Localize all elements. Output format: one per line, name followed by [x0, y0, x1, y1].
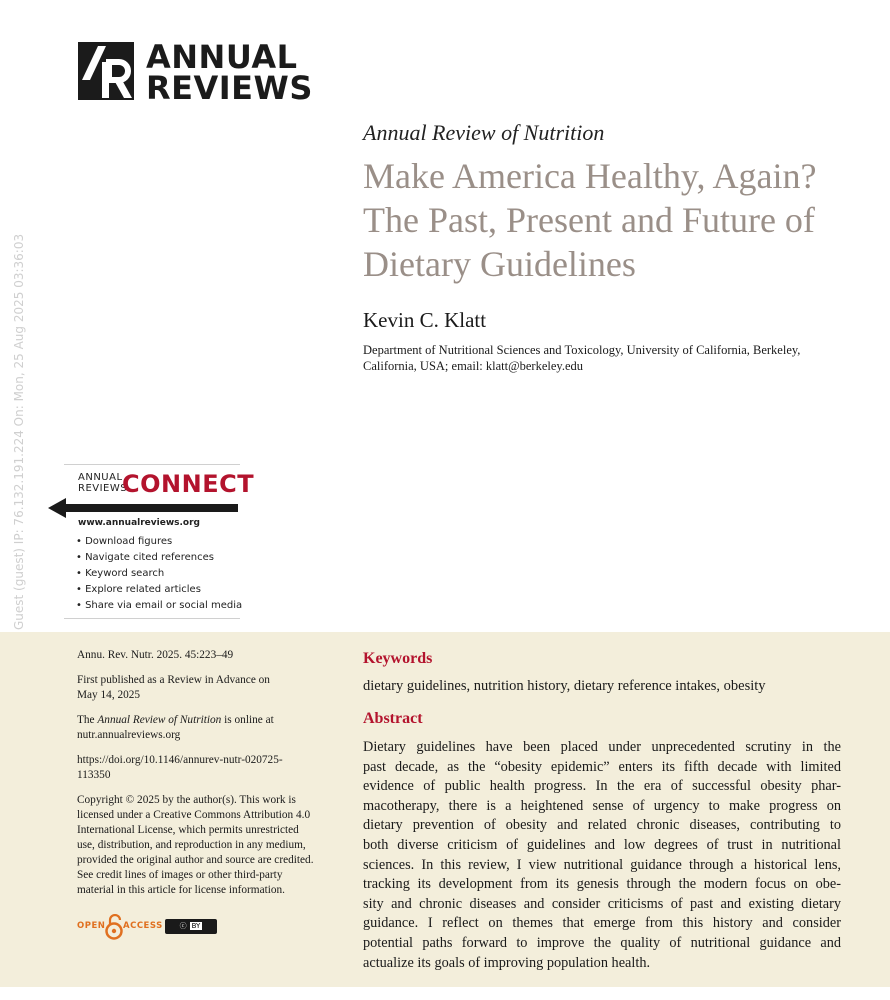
- cc-by-license-icon[interactable]: ⓒ BY: [165, 919, 217, 934]
- keywords-heading: Keywords: [363, 650, 433, 667]
- title-line: The Past, Present and Future of: [363, 200, 815, 240]
- open-label: OPEN: [77, 921, 106, 931]
- copyright-notice: [77, 793, 345, 898]
- license-label: BY: [191, 922, 201, 930]
- affiliation-line: Department of Nutritional Sciences and Toxicology, University of California, Berkeley,: [363, 343, 801, 357]
- connect-url-link[interactable]: www.annualreviews.org: [78, 518, 200, 528]
- logo-word-reviews: REVIEWS: [146, 69, 313, 107]
- abstract-line: potential paths forward to improve the quality of nutritional guidance and: [363, 934, 841, 951]
- download-watermark: Guest (guest) IP: 76.132.191.224 On: Mon, 25 Aug 2025 03:36:03: [12, 233, 26, 630]
- copyright-line: See credit lines of images or other third-party: [77, 869, 283, 881]
- ar-logo-mark-icon: [78, 42, 134, 100]
- abstract-line: past decade, as the “obesity epidemic” enters its fifth decade with limited: [363, 758, 841, 775]
- connect-divider: [64, 618, 240, 619]
- connect-feature-item[interactable]: • Explore related articles: [76, 582, 242, 598]
- copyright-line: Copyright © 2025 by the author(s). This work is: [77, 794, 296, 806]
- abstract-line: sciences. In this review, I view nutritional guidance through a historical lens,: [363, 856, 841, 873]
- online-url-link[interactable]: nutr.annualreviews.org: [77, 729, 181, 741]
- annual-reviews-connect-box[interactable]: [48, 464, 255, 620]
- published-note: [77, 673, 345, 703]
- connect-feature-item[interactable]: • Navigate cited references: [76, 550, 242, 566]
- annual-reviews-logo: [78, 38, 313, 107]
- access-label: ACCESS: [123, 921, 163, 931]
- abstract-line: tracking its development from its genesis through the modern focus on obe-: [363, 876, 841, 893]
- affiliation-line: California, USA; email: klatt@berkeley.edu: [363, 359, 584, 373]
- abstract-body: [363, 738, 841, 973]
- connect-divider: [64, 464, 240, 465]
- doi-line: 113350: [77, 769, 111, 781]
- left-arrow-icon: [48, 498, 238, 518]
- published-line: First published as a Review in Advance on: [77, 674, 270, 686]
- author-name: Kevin C. Klatt: [363, 308, 487, 332]
- abstract-line: macotherapy, there is a heightened sense of urgency to make progress on: [363, 797, 841, 814]
- abstract-line: guidance. I reflect on themes that emerge from this history and consider: [363, 915, 841, 932]
- copyright-line: material in this article for license information.: [77, 884, 285, 896]
- doi-link[interactable]: [77, 753, 345, 783]
- logo-word-annual: ANNUAL: [146, 38, 298, 76]
- article-metadata: [77, 648, 345, 908]
- online-note: [77, 713, 345, 743]
- doi-line: https://doi.org/10.1146/annurev-nutr-020725-: [77, 754, 283, 766]
- connect-feature-item[interactable]: • Download figures: [76, 534, 242, 550]
- connect-small-line: ANNUAL: [78, 472, 123, 483]
- author-affiliation: [363, 342, 833, 374]
- copyright-line: licensed under a Creative Commons Attribution 4.0: [77, 809, 311, 821]
- title-line: Dietary Guidelines: [363, 244, 636, 284]
- copyright-line: provided the original author and source are credited.: [77, 854, 314, 866]
- connect-feature-list: [76, 534, 242, 614]
- citation: Annu. Rev. Nutr. 2025. 45:223–49: [77, 649, 234, 661]
- abstract-line: dietary prevention of obesity and related chronic diseases, contributing to: [363, 817, 841, 834]
- connect-small-line: REVIEWS: [78, 483, 128, 494]
- abstract-line: both diverse criticism of guidelines and low degrees of trust in nutritional: [363, 836, 841, 853]
- online-post: is online at: [221, 714, 274, 726]
- open-access-badge[interactable]: [77, 914, 227, 940]
- abstract-heading: Abstract: [363, 710, 423, 727]
- open-lock-icon: [105, 914, 123, 940]
- title-line: Make America Healthy, Again?: [363, 156, 817, 196]
- connect-wordmark: CONNECT: [122, 470, 255, 498]
- copyright-line: use, distribution, and reproduction in any medium,: [77, 839, 306, 851]
- abstract-line: Dietary guidelines have been placed under unprecedented scrutiny in the: [363, 739, 841, 755]
- connect-feature-item[interactable]: • Keyword search: [76, 566, 242, 582]
- published-line: May 14, 2025: [77, 689, 141, 701]
- keywords-list: dietary guidelines, nutrition history, dietary reference intakes, obesity: [363, 678, 766, 694]
- connect-feature-item[interactable]: • Share via email or social media: [76, 598, 242, 614]
- abstract-line: actualize its goals of improving population health.: [363, 954, 651, 971]
- connect-small-label: [78, 472, 127, 494]
- online-pre: The: [77, 714, 98, 726]
- abstract-line: sity and chronic diseases and consider criticisms of past and existing dietary: [363, 895, 841, 912]
- copyright-line: International License, which permits unrestricted: [77, 824, 299, 836]
- abstract-line: evidence of public health progress. In the era of successful obesity phar-: [363, 778, 841, 795]
- online-journal: Annual Review of Nutrition: [97, 714, 222, 726]
- article-title: [363, 154, 863, 286]
- journal-name: Annual Review of Nutrition: [363, 120, 605, 145]
